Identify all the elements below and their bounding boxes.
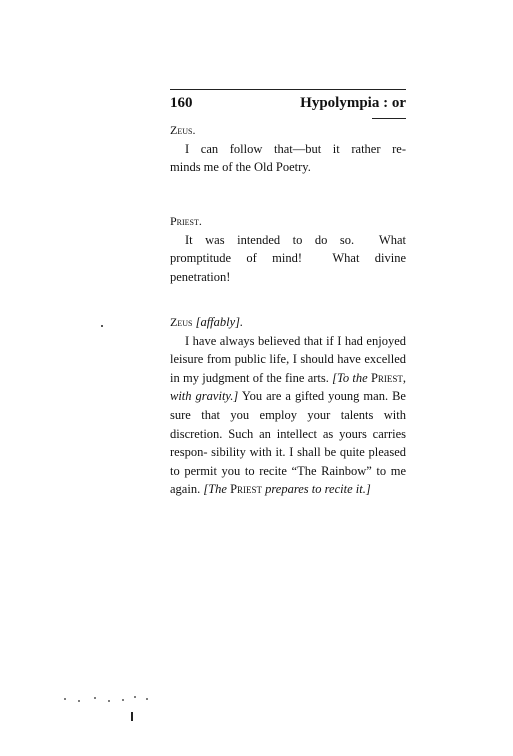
- header-short-rule: [372, 118, 406, 119]
- stage-direction-part: [To the: [332, 370, 368, 385]
- stage-direction: [affably].: [195, 315, 244, 329]
- header-top-rule: [170, 89, 406, 90]
- running-title: Hypolympia : or: [300, 95, 406, 111]
- speech-line: minds me of the Old Poetry.: [170, 160, 311, 175]
- stage-direction-part: [The: [203, 482, 227, 497]
- print-mark: [131, 712, 133, 721]
- dialogue-block-zeus-1: [170, 121, 406, 177]
- speaker-line: [170, 313, 406, 332]
- stage-direction-character: Priest,: [370, 370, 407, 385]
- speech-text: [170, 231, 406, 287]
- speech-text-2: You are a gifted young man. Be sure that you employ your talents with discretion. Such an intellect as yours carries respon- sibility with it. I shall be quite pleased to permit you to recite “The Rainbow” to me again.: [170, 389, 406, 497]
- page-number: 160: [170, 95, 193, 111]
- speaker-name: Priest.: [170, 214, 202, 228]
- print-speck: [101, 325, 103, 327]
- running-header: [170, 95, 406, 115]
- speech-line: It was intended to do so. What: [185, 232, 406, 247]
- speaker-name: Zeus: [170, 315, 193, 329]
- dialogue-block-zeus-2: [170, 313, 406, 499]
- stage-direction-part: prepares to recite it.]: [265, 482, 371, 497]
- print-specks: [64, 696, 154, 702]
- stage-direction-character: Priest: [230, 482, 263, 497]
- speech-line: I can follow that—but it rather re-: [185, 141, 406, 156]
- speech-line: penetration!: [170, 269, 231, 284]
- speech-text: [170, 332, 406, 499]
- speech-line: promptitude of mind! What divine: [170, 251, 406, 266]
- stage-direction-part: with gravity.]: [170, 389, 239, 404]
- dialogue-block-priest: [170, 212, 406, 286]
- stage-direction-2: [203, 482, 370, 496]
- speech-text: [170, 140, 406, 177]
- speaker-name: Zeus.: [170, 123, 196, 137]
- speech-text-1: I have always believed that if I had enjoyed leisure from public life, I should have excelled in my judgment of the fine arts.: [170, 333, 406, 385]
